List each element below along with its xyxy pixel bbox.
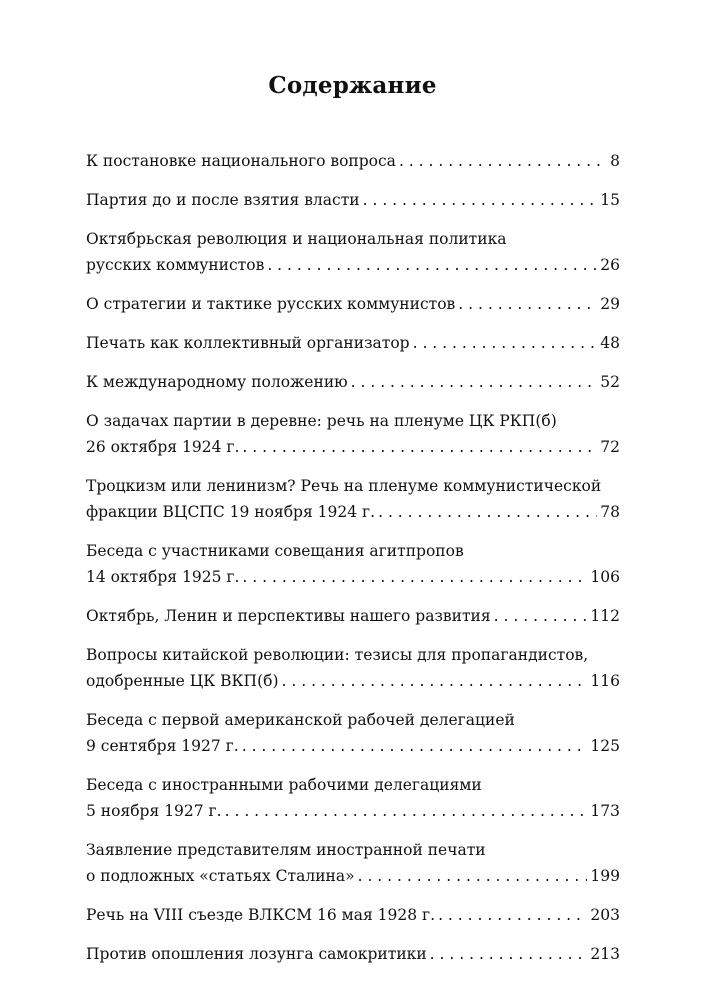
dot-leader <box>363 187 598 213</box>
dot-leader <box>351 369 598 395</box>
toc-page-number: 106 <box>590 568 620 586</box>
dot-leader <box>225 798 588 824</box>
toc-entry <box>86 187 620 213</box>
dot-leader <box>458 291 597 317</box>
toc-page-number: 15 <box>600 191 620 209</box>
toc-page-number: 203 <box>590 906 620 924</box>
toc-entry <box>86 148 620 174</box>
dot-leader <box>399 148 607 174</box>
toc-entry-title-line: Октябрьская революция и национальная политика <box>86 230 507 248</box>
dot-leader <box>242 564 587 590</box>
toc-entry-title: Печать как коллективный организатор <box>86 334 410 352</box>
dot-leader <box>378 499 597 525</box>
toc-entry-title: фракции ВЦСПС 19 ноября 1924 г. <box>86 503 376 521</box>
toc-entry <box>86 330 620 356</box>
toc-entry-title: 14 октября 1925 г. <box>86 568 240 586</box>
toc-entry <box>86 707 620 759</box>
toc-entry <box>86 538 620 590</box>
toc-entry <box>86 408 620 460</box>
dot-leader <box>438 902 587 928</box>
toc-entry <box>86 642 620 694</box>
toc-page-number: 213 <box>590 945 620 963</box>
dot-leader <box>430 941 588 967</box>
dot-leader <box>358 863 588 889</box>
toc-entry-title: К постановке национального вопроса <box>86 152 396 170</box>
toc-entry <box>86 941 620 967</box>
toc-page-number: 112 <box>590 607 620 625</box>
dot-leader <box>413 330 598 356</box>
toc-entry-title-line: Беседа с первой американской рабочей делегацией <box>86 711 515 729</box>
toc-entry-title: К международному положению <box>86 373 348 391</box>
toc-entry-title: Партия до и после взятия власти <box>86 191 360 209</box>
page-title: Содержание <box>268 72 437 99</box>
toc-entry-title-line: О задачах партии в деревне: речь на пленуме ЦК РКП(б) <box>86 412 557 430</box>
toc-page-number: 8 <box>610 152 620 170</box>
toc-entry-title-line: Заявление представителям иностранной печати <box>86 841 486 859</box>
toc-page-number: 199 <box>590 867 620 885</box>
toc-page-number: 48 <box>600 334 620 352</box>
toc-entry <box>86 291 620 317</box>
toc-entry-title: 9 сентября 1927 г. <box>86 737 239 755</box>
toc-entry <box>86 603 620 629</box>
toc-entry-title: Речь на VIII съезде ВЛКСМ 16 мая 1928 г. <box>86 906 436 924</box>
toc-entry-title-line: Беседа с иностранными рабочими делегациями <box>86 776 482 794</box>
toc-entry-title: О стратегии и тактике русских коммунистов <box>86 295 456 313</box>
toc-entry-title: Октябрь, Ленин и перспективы нашего развития <box>86 607 491 625</box>
dot-leader <box>267 252 597 278</box>
toc-entry-title: русских коммунистов <box>86 256 265 274</box>
table-of-contents <box>86 148 620 980</box>
toc-page-number: 29 <box>600 295 620 313</box>
toc-entry-title: одобренные ЦК ВКП(б) <box>86 672 279 690</box>
toc-entry <box>86 473 620 525</box>
toc-page-number: 173 <box>590 802 620 820</box>
toc-entry <box>86 902 620 928</box>
toc-entry-title-line: Троцкизм или ленинизм? Речь на пленуме коммунистической <box>86 477 602 495</box>
toc-entry-title: 5 ноября 1927 г. <box>86 802 222 820</box>
toc-entry-title-line: Беседа с участниками совещания агитпропов <box>86 542 464 560</box>
toc-page-number: 72 <box>600 438 620 456</box>
dot-leader <box>242 434 597 460</box>
toc-entry-title: о подложных «статьях Сталина» <box>86 867 355 885</box>
toc-entry <box>86 772 620 824</box>
toc-entry <box>86 369 620 395</box>
toc-page-number: 52 <box>600 373 620 391</box>
toc-page-number: 125 <box>590 737 620 755</box>
toc-entry-title-line: Вопросы китайской революции: тезисы для пропагандистов, <box>86 646 589 664</box>
toc-page-number: 78 <box>600 503 620 521</box>
toc-entry-title: 26 октября 1924 г. <box>86 438 240 456</box>
toc-entry <box>86 837 620 889</box>
toc-entry-title: Против опошления лозунга самокритики <box>86 945 427 963</box>
dot-leader <box>282 668 588 694</box>
dot-leader <box>494 603 588 629</box>
toc-page-number: 116 <box>590 672 620 690</box>
toc-page-number: 26 <box>600 256 620 274</box>
toc-entry <box>86 226 620 278</box>
dot-leader <box>242 733 588 759</box>
